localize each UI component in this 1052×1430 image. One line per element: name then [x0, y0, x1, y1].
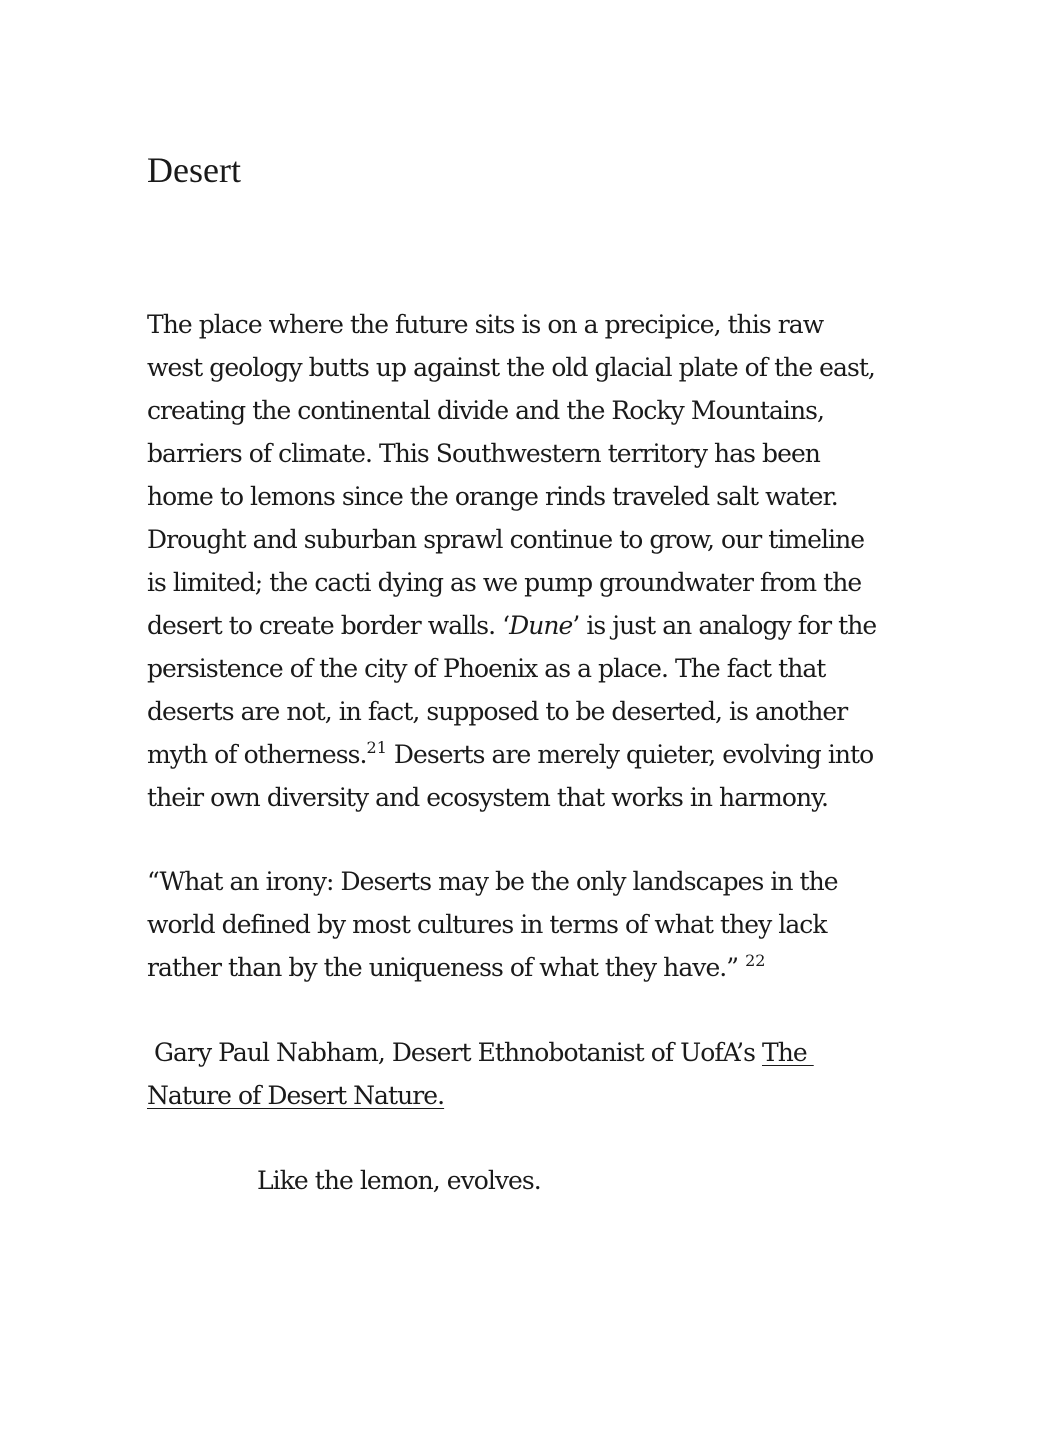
- quote-line: [147, 946, 937, 989]
- attribution-line: [147, 1074, 937, 1117]
- text-line: creating the continental divide and the Rocky Mountains,: [147, 396, 825, 425]
- footnote-marker-22: 22: [745, 951, 766, 970]
- attribution-author: Gary Paul Nabham, Desert Ethnobotanist of UofA’s: [147, 1038, 762, 1067]
- text-line: persistence of the city of Phoenix as a place. The fact that: [147, 654, 826, 683]
- quote-attribution: [147, 1031, 937, 1117]
- book-title-link[interactable]: Nature of Desert Nature.: [147, 1081, 445, 1110]
- text-line: Drought and suburban sprawl continue to grow, our timeline: [147, 525, 865, 554]
- attribution-line: [147, 1031, 937, 1074]
- text-line: home to lemons since the orange rinds traveled salt water.: [147, 482, 838, 511]
- text-segment: myth of otherness.: [147, 740, 367, 769]
- text-line: west geology butts up against the old glacial plate of the east,: [147, 353, 875, 382]
- footnote-marker-21: 21: [366, 738, 387, 757]
- text-segment: Deserts are merely quieter, evolving into: [386, 740, 874, 769]
- text-line: The place where the future sits is on a precipice, this raw: [147, 310, 824, 339]
- text-line: deserts are not, in fact, supposed to be deserted, is another: [147, 697, 848, 726]
- text-line: their own diversity and ecosystem that works in harmony.: [147, 783, 829, 812]
- text-segment: desert to create border walls. ‘: [147, 611, 510, 640]
- quote-segment: rather than by the uniqueness of what they have.”: [147, 953, 739, 982]
- body-paragraph-desert: [147, 303, 937, 819]
- page-title: Desert: [147, 150, 241, 190]
- text-line: barriers of climate. This Southwestern territory has been: [147, 439, 820, 468]
- text-line: [147, 733, 937, 776]
- text-line: [147, 604, 937, 647]
- quote-line: world defined by most cultures in terms of what they lack: [147, 910, 827, 939]
- text-segment: ’ is just an analogy for the: [572, 611, 877, 640]
- text-line: is limited; the cacti dying as we pump groundwater from the: [147, 568, 862, 597]
- closing-line: [257, 1159, 1047, 1202]
- quote-line: “What an irony: Deserts may be the only landscapes in the: [147, 867, 838, 896]
- block-quote: [147, 860, 937, 989]
- book-title-link[interactable]: The: [762, 1038, 814, 1067]
- closing-text: Like the lemon, evolves.: [257, 1166, 541, 1195]
- italic-title-dune: Dune: [509, 611, 573, 640]
